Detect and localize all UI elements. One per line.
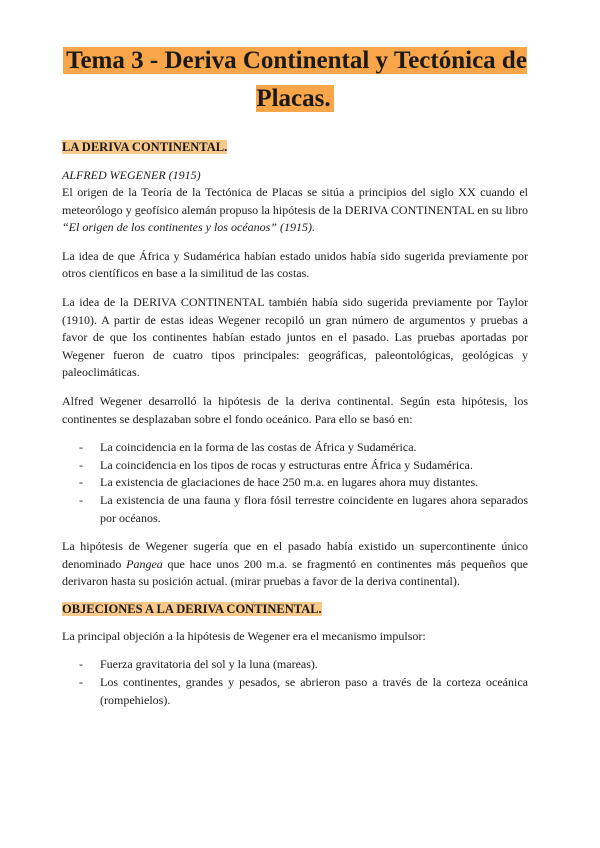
evidence-list — [62, 439, 528, 527]
page-title-text: Tema 3 - Deriva Continental y Tectónica de Placas. — [63, 47, 527, 112]
paragraph-pangea — [62, 538, 528, 591]
section-heading-deriva-text: LA DERIVA CONTINENTAL. — [62, 140, 228, 154]
list-item: - La existencia de una fauna y flora fósil terrestre coincidente en lugares ahora separados por océanos. — [62, 492, 528, 527]
paragraph-pangea-c: que hace unos 200 m.a. se fragmentó en continentes más pequeños que derivaron hasta su posición actual. (mirar pruebas a favor de la deriva continental). — [62, 556, 528, 589]
book-title: “El origen de los continentes y los océanos” (1915). — [62, 220, 315, 235]
paragraph-pangea-a: La hipótesis de Wegener sugería que en el pasado había existido un supercontinente único denominado — [62, 539, 528, 571]
author-line: ALFRED WEGENER (1915) — [62, 168, 201, 182]
document-page — [62, 42, 528, 720]
list-item: - La coincidencia en la forma de las costas de África y Sudamérica. — [62, 439, 528, 457]
list-item: - La existencia de glaciaciones de hace 250 m.a. en lugares ahora muy distantes. — [62, 474, 528, 492]
objection-list — [62, 656, 528, 709]
paragraph-taylor: La idea de la DERIVA CONTINENTAL también había sido sugerida previamente por Taylor (1910). A partir de estas ideas Wegener recopiló un gran número de argumentos y pruebas a favor de que los continentes habían estado juntos en el pasado. Las pruebas aportadas por Wegener fueron de cuatro tipos principales: geográficas, paleontológicas, geológicas y paleoclimáticas. — [62, 294, 528, 380]
paragraph-origin-text: El origen de la Teoría de la Tectónica de Placas se sitúa a principios del siglo XX cuando el meteorólogo y geofísico alemán propuso la hipótesis de la DERIVA CONTINENTAL en su libro — [62, 185, 528, 217]
paragraph-origin — [62, 184, 528, 237]
list-item: - Los continentes, grandes y pesados, se abrieron paso a través de la corteza oceánica (rompehielos). — [62, 674, 528, 709]
list-item: - Fuerza gravitatoria del sol y la luna (mareas). — [62, 656, 528, 674]
list-item: - La coincidencia en los tipos de rocas y estructuras entre África y Sudamérica. — [62, 457, 528, 475]
pangea-term: Pangea — [126, 556, 163, 571]
section-heading-objeciones — [62, 602, 528, 617]
section-heading-deriva — [62, 140, 528, 155]
paragraph-wegener: Alfred Wegener desarrolló la hipótesis de la deriva continental. Según esta hipótesis, los continentes se desplazaban sobre el fondo oceánico. Para ello se basó en: — [62, 393, 528, 426]
paragraph-objection: La principal objeción a la hipótesis de Wegener era el mecanismo impulsor: — [62, 628, 426, 643]
section-heading-objeciones-text: OBJECIONES A LA DERIVA CONTINENTAL. — [62, 601, 322, 616]
paragraph-africa: La idea de que África y Sudamérica habían estado unidos había sido sugerida previamente por otros científicos en base a la similitud de las costas. — [62, 248, 528, 281]
page-title — [62, 42, 528, 118]
